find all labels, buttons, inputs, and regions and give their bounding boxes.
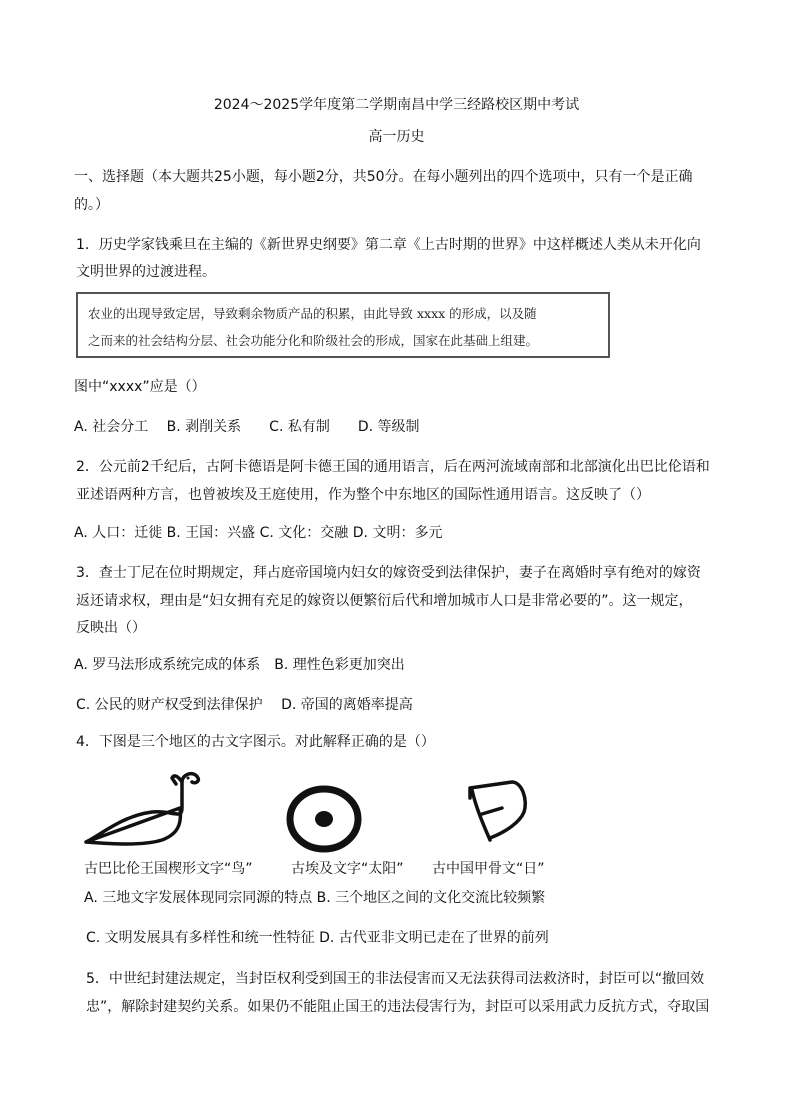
caption-bird: 古巴比伦王国楔形文字“鸟” bbox=[84, 861, 253, 877]
q5-text-line2: 忠”，解除封建契约关系。如果仍不能阻止国王的违法侵害行为，封臣可以采用武力反抗方式，夺取国 bbox=[86, 999, 710, 1015]
q1-stem: 图中“xxxx”应是（） bbox=[74, 379, 206, 395]
exam-subject: 高一历史 bbox=[368, 129, 425, 145]
sun-glyph-figure bbox=[284, 784, 364, 854]
q2-options: A. 人口：迁徙 B. 王国：兴盛 C. 文化：交融 D. 文明：多元 bbox=[74, 525, 443, 541]
q1-quote-line2: 之而来的社会结构分层、社会功能分化和阶级社会的形成，国家在此基础上组建。 bbox=[88, 333, 539, 348]
bird-glyph-figure bbox=[82, 768, 202, 848]
q2-text-line2: 亚述语两种方言，也曾被埃及王庭使用，作为整个中东地区的国际性通用语言。这反映了（） bbox=[76, 487, 650, 503]
q3-options-cd: C. 公民的财产权受到法律保护 D. 帝国的离婚率提高 bbox=[76, 697, 413, 713]
caption-ri: 古中国甲骨文“日” bbox=[432, 861, 545, 877]
q4-options-ab: A. 三地文字发展体现同宗同源的特点 B. 三个地区之间的文化交流比较频繁 bbox=[84, 890, 546, 906]
q2-text-line1: 2．公元前2千纪后，古阿卡德语是阿卡德王国的通用语言，后在两河流域南部和北部演化出巴比伦语和 bbox=[76, 459, 710, 475]
q1-quote-line1: 农业的出现导致定居，导致剩余物质产品的积累，由此导致 xxxx 的形成，以及随 bbox=[88, 306, 537, 321]
section-heading-line1: 一、选择题（本大题共25小题，每小题2分，共50分。在每小题列出的四个选项中，只有一个是正确 bbox=[74, 169, 693, 185]
q3-options-ab: A. 罗马法形成系统完成的体系 B. 理性色彩更加突出 bbox=[74, 657, 405, 673]
q1-quote-box bbox=[76, 292, 610, 358]
q1-text-line2: 文明世界的过渡进程。 bbox=[76, 264, 216, 280]
section-heading-line2: 的。） bbox=[74, 197, 109, 213]
ri-glyph-figure bbox=[462, 778, 532, 848]
q3-text-line2: 返还请求权，理由是“妇女拥有充足的嫁资以便繁衍后代和增加城市人口是非常必要的”。这一规定， bbox=[76, 593, 693, 609]
q4-options-cd: C. 文明发展具有多样性和统一性特征 D. 古代亚非文明已走在了世界的前列 bbox=[86, 930, 549, 946]
exam-title: 2024～2025学年度第二学期南昌中学三经路校区期中考试 bbox=[213, 97, 580, 113]
q5-text-line1: 5．中世纪封建法规定，当封臣权利受到国王的非法侵害而又无法获得司法救济时，封臣可以“撤回效 bbox=[86, 971, 705, 987]
q4-text-line1: 4．下图是三个地区的古文字图示。对此解释正确的是（） bbox=[76, 734, 435, 750]
q1-options: A. 社会分工 B. 剥削关系 C. 私有制 D. 等级制 bbox=[74, 419, 420, 435]
q3-text-line3: 反映出（） bbox=[76, 620, 146, 636]
caption-sun: 古埃及文字“太阳” bbox=[291, 861, 404, 877]
q3-text-line1: 3．查士丁尼在位时期规定，拜占庭帝国境内妇女的嫁资受到法律保护，妻子在离婚时享有绝对的嫁资 bbox=[76, 565, 701, 581]
q1-text-line1: 1．历史学家钱乘旦在主编的《新世界史纲要》第二章《上古时期的世界》中这样概述人类从未开化向 bbox=[76, 237, 701, 253]
